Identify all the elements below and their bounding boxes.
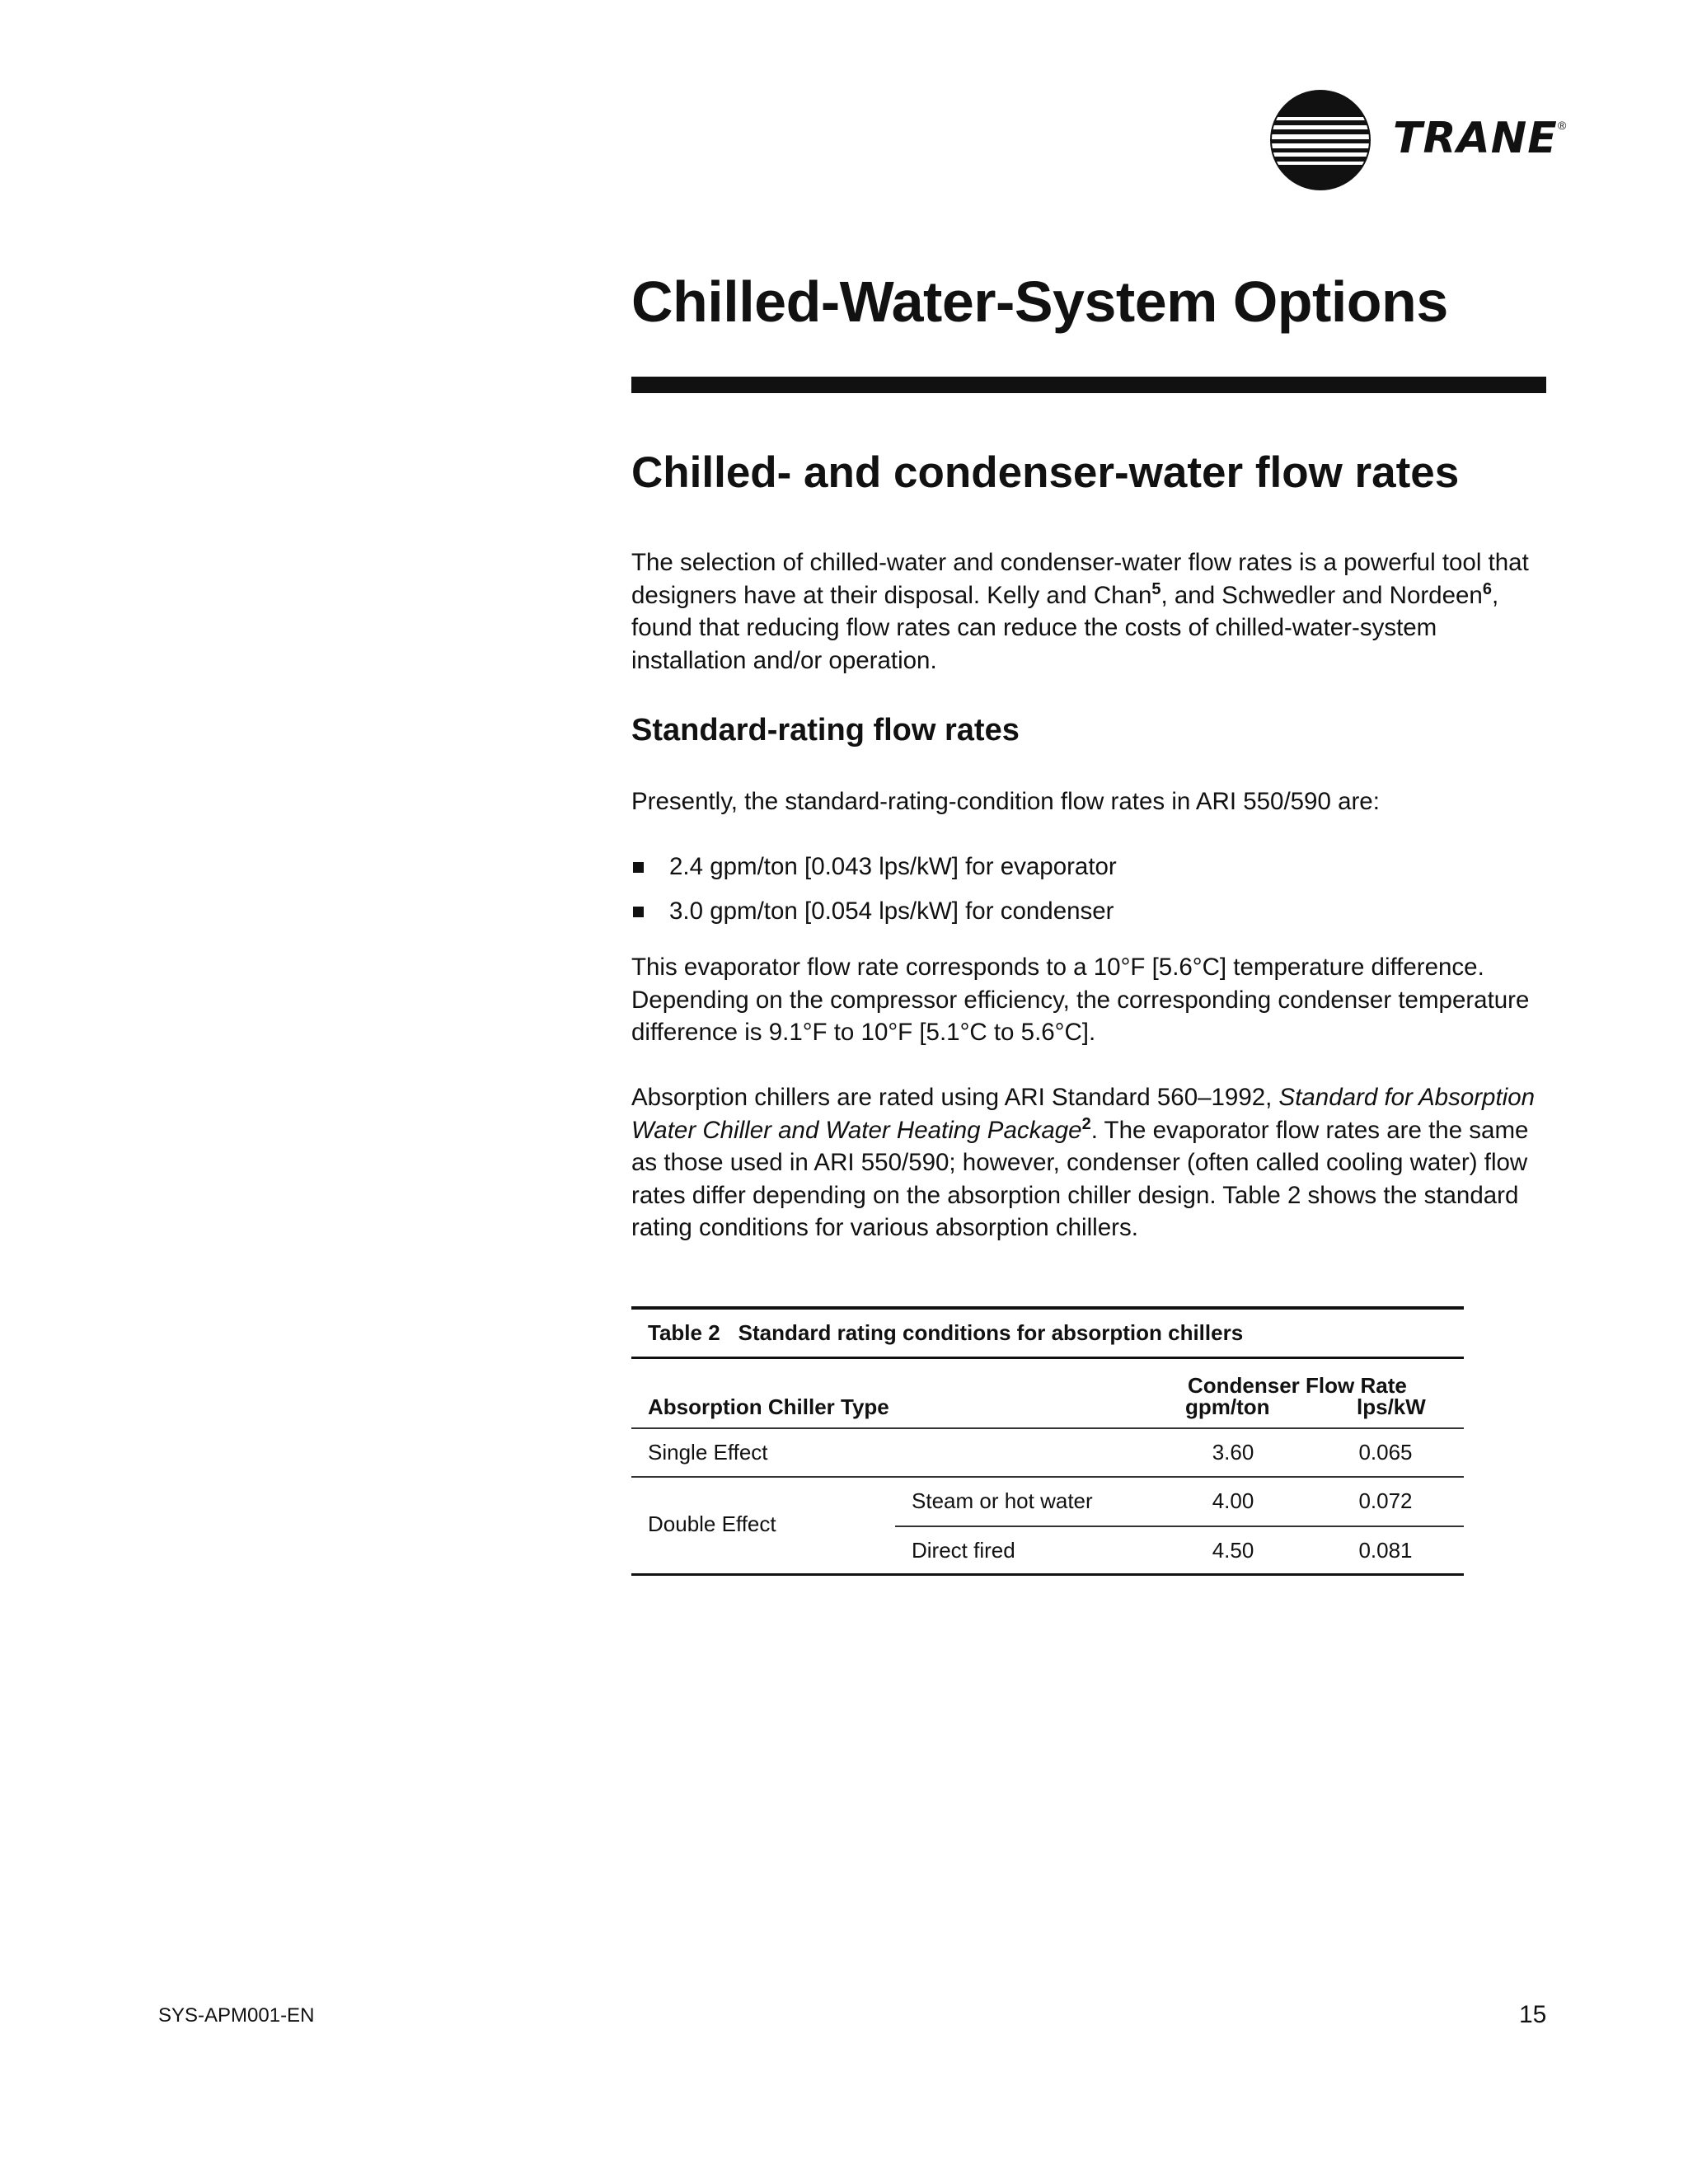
reference-2: 2: [1081, 1114, 1091, 1133]
table-cell-subtype: Steam or hot water: [912, 1488, 1093, 1513]
registered-mark: ®: [1558, 119, 1567, 132]
row-rule: [895, 1526, 1464, 1527]
column-header-gpm: gpm/ton: [1185, 1394, 1270, 1419]
temperature-paragraph: This evaporator flow rate corresponds to a 10°F [5.6°C] temperature difference. Depending on the compressor efficiency, the corresponding condenser temperature difference is 9.1°F to 10°F [5.1°C to 5.6°C].: [631, 954, 1530, 1046]
trane-logo: [1269, 89, 1566, 196]
list-item-text: 2.4 gpm/ton [0.043 lps/kW] for evaporator: [669, 853, 1117, 880]
rating-intro-paragraph: Presently, the standard-rating-condition flow rates in ARI 550/590 are:: [631, 788, 1380, 815]
square-bullet-icon: [633, 907, 644, 917]
table-label: Table 2: [648, 1320, 720, 1345]
table-top-rule: [631, 1306, 1464, 1310]
page-title: Chilled-Water-System Options: [631, 269, 1448, 334]
reference-6: 6: [1482, 579, 1492, 598]
section-heading: Chilled- and condenser-water flow rates: [631, 448, 1460, 497]
list-item: [631, 851, 1117, 895]
subsection-heading: Standard-rating flow rates: [631, 713, 1020, 748]
brand-name: TRANE: [1393, 114, 1558, 163]
table-cell-lps: 0.072: [1358, 1488, 1413, 1513]
intro-text-b: , and Schwedler and Nordeen: [1160, 581, 1483, 609]
absorption-text-a: Absorption chillers are rated using ARI Standard 560–1992,: [631, 1084, 1279, 1111]
column-group-header: Condenser Flow Rate: [1188, 1373, 1407, 1398]
table-cell-type: Single Effect: [648, 1440, 768, 1465]
column-header-type: Absorption Chiller Type: [648, 1394, 889, 1419]
reference-5: 5: [1151, 579, 1161, 598]
page-number: 15: [1519, 2001, 1547, 2028]
table-cell-gpm: 4.50: [1212, 1538, 1254, 1563]
table-caption: [648, 1320, 1243, 1346]
standard-title: Standard for Absorption Water Chiller and Water Heating Package: [631, 1084, 1536, 1144]
header-rule: [631, 1427, 1464, 1429]
table-bottom-rule: [631, 1573, 1464, 1576]
intro-text-c: , found that reducing flow rates can reduce the costs of chilled-water-system installation and/or operation.: [631, 581, 1499, 674]
table-cell-gpm: 3.60: [1212, 1440, 1254, 1465]
table-cell-gpm: 4.00: [1212, 1488, 1254, 1513]
table-caption-text: Standard rating conditions for absorption chillers: [738, 1320, 1244, 1345]
title-rule: [631, 377, 1546, 393]
intro-text-a: The selection of chilled-water and condenser-water flow rates is a powerful tool that designers have at their disposal. Kelly and Chan: [631, 549, 1529, 609]
intro-paragraph: [631, 546, 1546, 677]
table-cell-lps: 0.065: [1358, 1440, 1413, 1465]
document-id: SYS-APM001-EN: [158, 2004, 315, 2027]
table-cell-subtype: Direct fired: [912, 1538, 1015, 1563]
table-cell-type: Double Effect: [648, 1511, 776, 1536]
absorption-text-b: . The evaporator flow rates are the same as those used in ARI 550/590; however, condenser (often called cooling water) flow rates differ depending on the absorption chiller design. Table 2 shows the standard rating conditions for various absorption chillers.: [631, 1116, 1529, 1241]
list-item-text: 3.0 gpm/ton [0.054 lps/kW] for condenser: [669, 898, 1114, 925]
column-header-lps: lps/kW: [1357, 1394, 1426, 1419]
table-cell-lps: 0.081: [1358, 1538, 1413, 1563]
caption-rule: [631, 1357, 1464, 1359]
list-item: [631, 895, 1117, 940]
flow-rate-list: [631, 851, 1117, 940]
square-bullet-icon: [633, 862, 644, 873]
trane-globe-icon: [1269, 89, 1372, 191]
absorption-paragraph: [631, 1081, 1546, 1244]
row-rule: [631, 1476, 1464, 1478]
